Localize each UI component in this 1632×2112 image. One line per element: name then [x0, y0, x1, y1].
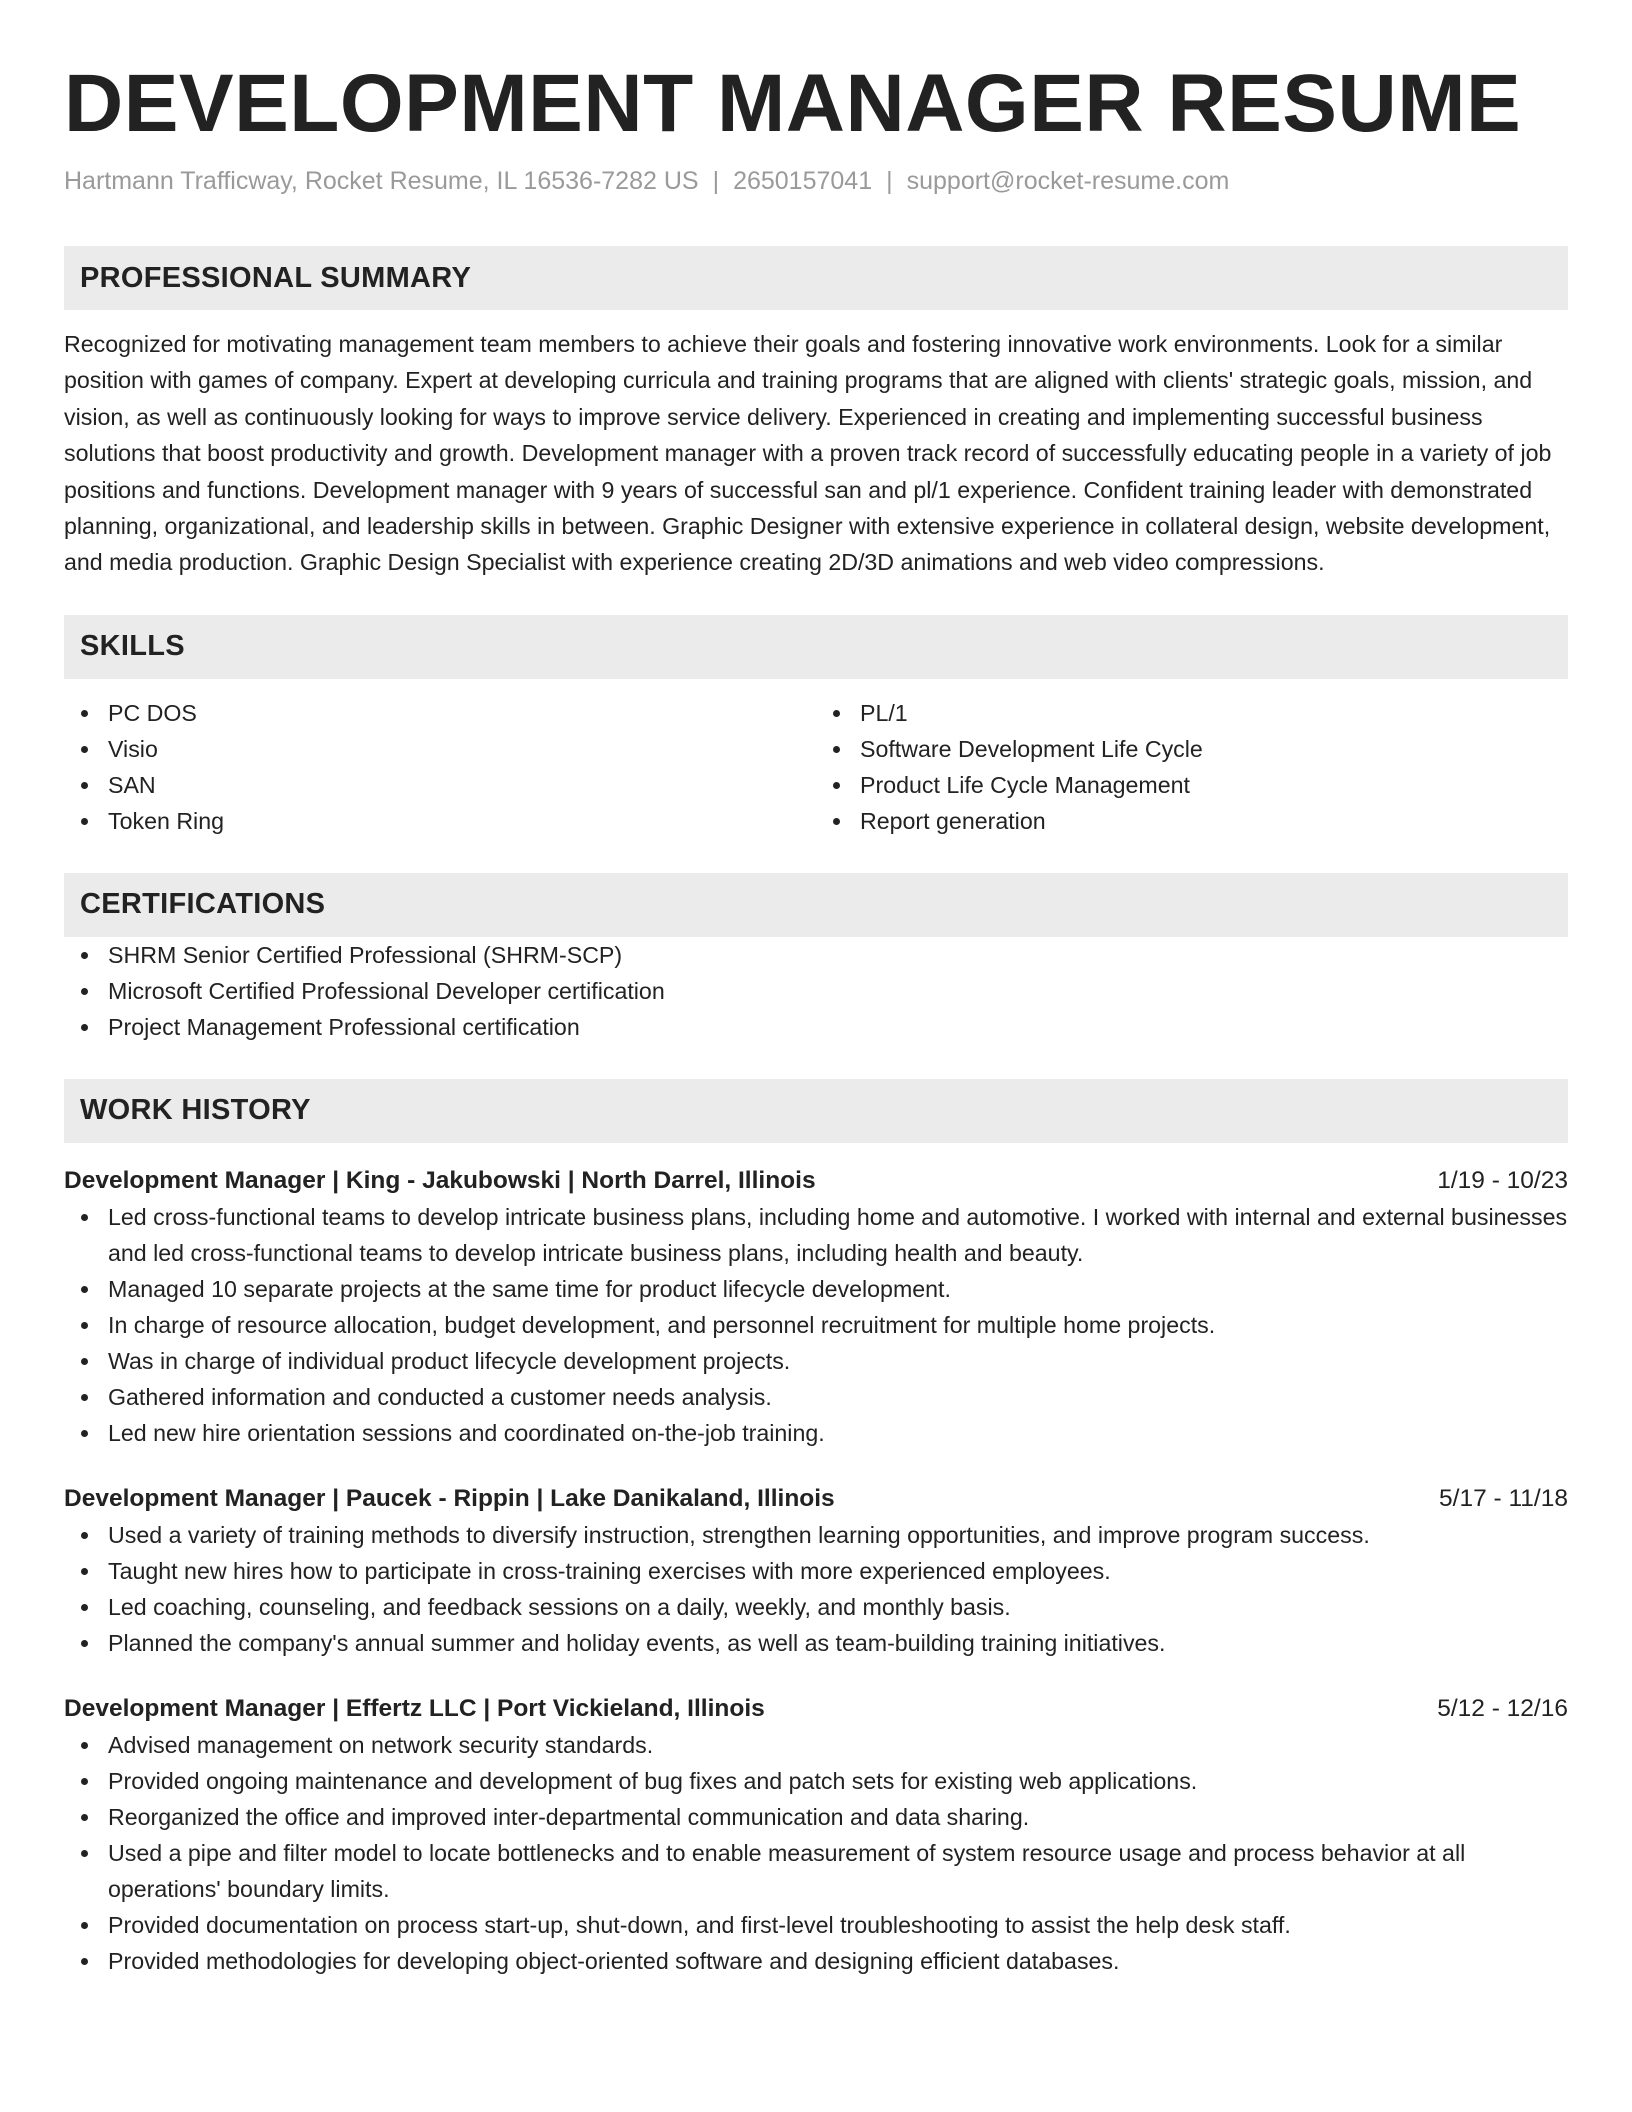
section-title: WORK HISTORY [80, 1094, 311, 1127]
job-title: Development Manager | King - Jakubowski | North Darrel, Illinois [64, 1166, 816, 1194]
job-duty-item: Used a pipe and filter model to locate bottlenecks and to enable measurement of system resource usage and process behavior at all operations' boundary limits. [64, 1835, 1568, 1907]
job-duty-item: Advised management on network security standards. [64, 1727, 1568, 1763]
skills-columns [64, 695, 1568, 839]
summary-text: Recognized for motivating management team members to achieve their goals and fostering innovative work environments. Look for a similar position with games of company. Expert at developing curricula and training programs that are aligned with clients' strategic goals, mission, and vision, as well as continuously looking for ways to improve service delivery. Experienced in creating and implementing successful business solutions that boost productivity and growth. Development manager with a proven track record of successfully educating people in a variety of job positions and functions. Development manager with 9 years of successful san and pl/1 experience. Confident training leader with demonstrated planning, organizational, and leadership skills in between. Graphic Designer with extensive experience in collateral design, website development, and media production. Graphic Design Specialist with experience creating 2D/3D animations and web video compressions. [64, 331, 1552, 576]
job-duty-item: Led coaching, counseling, and feedback sessions on a daily, weekly, and monthly basis. [64, 1589, 1568, 1625]
job-duty-item: Led new hire orientation sessions and coordinated on-the-job training. [64, 1415, 1568, 1451]
certifications-list [64, 937, 1568, 1045]
job-header [64, 1163, 1568, 1199]
section-header-work-history [64, 1079, 1568, 1143]
skill-item: Visio [64, 731, 816, 767]
skill-item: Report generation [816, 803, 1568, 839]
job-duties-list [64, 1199, 1568, 1451]
job-duties-list [64, 1727, 1568, 1979]
job-duty-item: Planned the company's annual summer and holiday events, as well as team-building training initiatives. [64, 1625, 1568, 1661]
job-duty-item: Reorganized the office and improved inter-departmental communication and data sharing. [64, 1799, 1568, 1835]
skill-item: PL/1 [816, 695, 1568, 731]
job-dates: 5/17 - 11/18 [1439, 1484, 1568, 1512]
section-title: SKILLS [80, 630, 185, 663]
certification-item: SHRM Senior Certified Professional (SHRM-SCP) [64, 937, 1568, 973]
skill-item: Token Ring [64, 803, 816, 839]
job-duty-item: Gathered information and conducted a customer needs analysis. [64, 1379, 1568, 1415]
job-title: Development Manager | Paucek - Rippin | Lake Danikaland, Illinois [64, 1484, 835, 1512]
job-entry [64, 1163, 1568, 1451]
skills-list-right [816, 695, 1568, 839]
job-duty-item: In charge of resource allocation, budget development, and personnel recruitment for multiple home projects. [64, 1307, 1568, 1343]
section-header-summary [64, 246, 1568, 310]
job-entry [64, 1481, 1568, 1661]
section-header-skills [64, 615, 1568, 679]
job-duty-item: Was in charge of individual product lifecycle development projects. [64, 1343, 1568, 1379]
certification-item: Microsoft Certified Professional Developer certification [64, 973, 1568, 1009]
skill-item: Software Development Life Cycle [816, 731, 1568, 767]
job-duty-item: Used a variety of training methods to diversify instruction, strengthen learning opportunities, and improve program success. [64, 1517, 1568, 1553]
job-duty-item: Provided documentation on process start-up, shut-down, and first-level troubleshooting to assist the help desk staff. [64, 1907, 1568, 1943]
contact-phone[interactable]: 2650157041 [733, 167, 873, 195]
contact-line [64, 164, 1568, 198]
skill-item: Product Life Cycle Management [816, 767, 1568, 803]
job-dates: 5/12 - 12/16 [1437, 1694, 1568, 1722]
contact-separator: | [712, 167, 720, 195]
job-header [64, 1481, 1568, 1517]
job-header [64, 1691, 1568, 1727]
job-title: Development Manager | Effertz LLC | Port Vickieland, Illinois [64, 1694, 765, 1722]
certification-item: Project Management Professional certification [64, 1009, 1568, 1045]
section-title: CERTIFICATIONS [80, 888, 326, 921]
job-entry [64, 1691, 1568, 1979]
job-dates: 1/19 - 10/23 [1437, 1166, 1568, 1194]
job-duty-item: Managed 10 separate projects at the same time for product lifecycle development. [64, 1271, 1568, 1307]
job-duty-item: Provided methodologies for developing object-oriented software and designing efficient databases. [64, 1943, 1568, 1979]
skill-item: SAN [64, 767, 816, 803]
resume-page [64, 52, 1568, 1979]
section-header-certifications [64, 873, 1568, 937]
job-duties-list [64, 1517, 1568, 1661]
contact-separator: | [886, 167, 893, 195]
contact-email[interactable]: support@rocket-resume.com [906, 167, 1230, 195]
resume-title: DEVELOPMENT MANAGER RESUME [64, 58, 1522, 149]
section-title: PROFESSIONAL SUMMARY [80, 261, 472, 294]
job-duty-item: Led cross-functional teams to develop intricate business plans, including home and automotive. I worked with internal and external businesses and led cross-functional teams to develop intricate business plans, including health and beauty. [64, 1199, 1568, 1271]
job-duty-item: Provided ongoing maintenance and development of bug fixes and patch sets for existing web applications. [64, 1763, 1568, 1799]
skills-list-left [64, 695, 816, 839]
skill-item: PC DOS [64, 695, 816, 731]
contact-address: Hartmann Trafficway, Rocket Resume, IL 16536-7282 US [64, 167, 699, 195]
job-duty-item: Taught new hires how to participate in cross-training exercises with more experienced employees. [64, 1553, 1568, 1589]
